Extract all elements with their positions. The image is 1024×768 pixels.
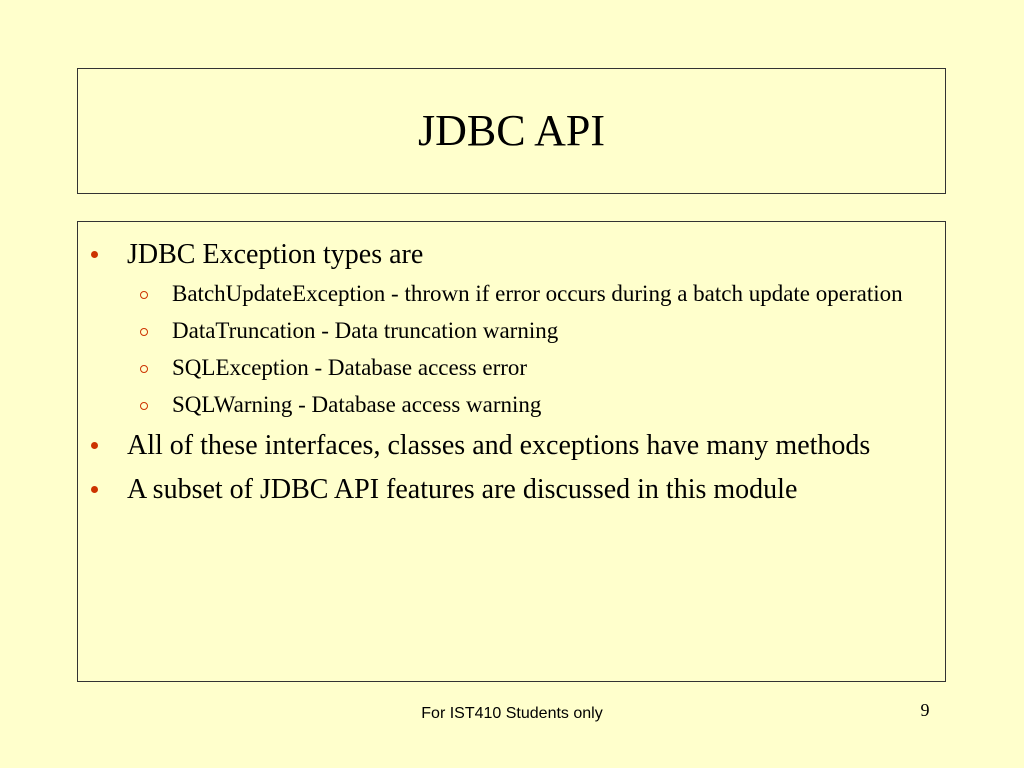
footer-text: For IST410 Students only	[421, 705, 603, 722]
sub-bullet-list	[127, 277, 915, 422]
bullet-text: A subset of JDBC API features are discussed in this module	[127, 474, 798, 505]
bullet-ring-icon	[140, 365, 148, 373]
sub-bullet-item	[127, 388, 915, 422]
sub-bullet-item	[127, 277, 915, 311]
sub-bullet-text: DataTruncation - Data truncation warning	[172, 318, 559, 343]
bullet-text: All of these interfaces, classes and exceptions have many methods	[127, 430, 871, 461]
sub-bullet-text: SQLException - Database access error	[172, 355, 528, 380]
sub-bullet-text: SQLWarning - Database access warning	[172, 392, 542, 417]
sub-bullet-item	[127, 351, 915, 385]
bullet-item	[78, 469, 945, 510]
bullet-text: JDBC Exception types are	[127, 239, 424, 270]
bullet-item	[78, 425, 945, 466]
bullet-list	[78, 234, 945, 510]
content-box	[77, 221, 946, 682]
bullet-ring-icon	[140, 328, 148, 336]
bullet-ring-icon	[140, 291, 148, 299]
sub-bullet-item	[127, 314, 915, 348]
bullet-dot-icon	[91, 486, 98, 493]
sub-bullet-text: BatchUpdateException - thrown if error occurs during a batch update operation	[172, 281, 903, 306]
page-number: 9	[920, 700, 930, 720]
bullet-dot-icon	[91, 442, 98, 449]
title-box	[77, 68, 946, 194]
bullet-ring-icon	[140, 402, 148, 410]
bullet-dot-icon	[91, 251, 98, 258]
slide-title: JDBC API	[417, 106, 606, 155]
bullet-item	[78, 234, 945, 422]
